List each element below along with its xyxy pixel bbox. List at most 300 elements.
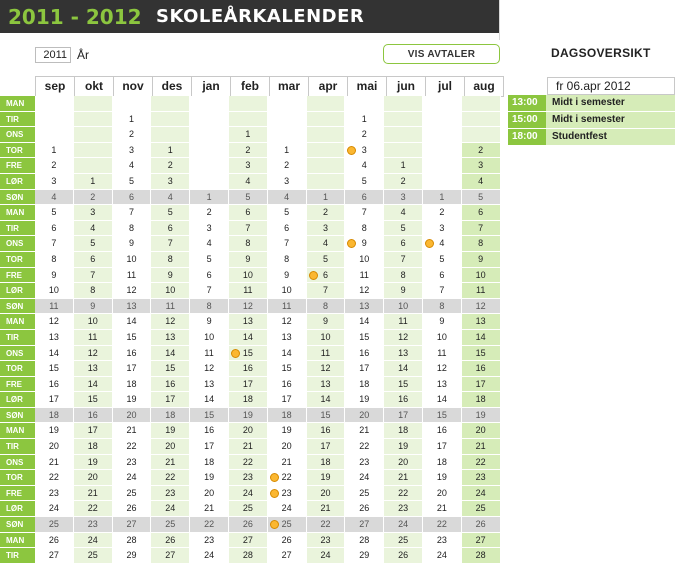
day-cell[interactable] xyxy=(74,236,113,252)
day-cell[interactable] xyxy=(229,346,268,362)
day-cell[interactable] xyxy=(113,283,152,299)
day-cell[interactable] xyxy=(74,127,113,143)
day-cell[interactable] xyxy=(190,174,229,190)
day-cell[interactable] xyxy=(307,486,346,502)
day-cell[interactable] xyxy=(423,377,462,393)
day-cell[interactable] xyxy=(268,548,307,564)
day-cell[interactable] xyxy=(113,127,152,143)
day-cell[interactable] xyxy=(345,517,384,533)
day-cell[interactable] xyxy=(423,143,462,159)
day-cell[interactable] xyxy=(268,408,307,424)
day-cell[interactable] xyxy=(74,361,113,377)
day-cell[interactable] xyxy=(423,392,462,408)
day-cell[interactable] xyxy=(268,361,307,377)
day-cell[interactable] xyxy=(229,299,268,315)
day-cell[interactable] xyxy=(113,252,152,268)
day-cell[interactable] xyxy=(113,501,152,517)
day-cell[interactable] xyxy=(384,174,423,190)
day-cell[interactable] xyxy=(74,268,113,284)
day-cell[interactable] xyxy=(307,236,346,252)
day-cell[interactable] xyxy=(307,190,346,206)
day-cell[interactable] xyxy=(190,533,229,549)
day-cell[interactable] xyxy=(345,408,384,424)
day-cell[interactable] xyxy=(423,439,462,455)
day-cell[interactable] xyxy=(35,268,74,284)
day-cell[interactable] xyxy=(268,423,307,439)
appointment-marker-icon[interactable] xyxy=(270,489,279,498)
day-cell[interactable] xyxy=(462,486,501,502)
day-cell[interactable] xyxy=(345,221,384,237)
day-cell[interactable] xyxy=(151,423,190,439)
day-cell[interactable] xyxy=(423,423,462,439)
day-cell[interactable] xyxy=(35,455,74,471)
day-cell[interactable] xyxy=(35,330,74,346)
day-cell[interactable] xyxy=(35,377,74,393)
day-cell[interactable] xyxy=(151,236,190,252)
day-cell[interactable] xyxy=(345,330,384,346)
day-cell[interactable] xyxy=(268,268,307,284)
day-cell[interactable] xyxy=(74,221,113,237)
day-cell[interactable] xyxy=(74,252,113,268)
day-cell[interactable] xyxy=(151,330,190,346)
day-cell[interactable] xyxy=(229,330,268,346)
day-cell[interactable] xyxy=(151,408,190,424)
day-cell[interactable] xyxy=(74,423,113,439)
day-cell[interactable] xyxy=(423,190,462,206)
day-cell[interactable] xyxy=(345,548,384,564)
day-cell[interactable] xyxy=(423,252,462,268)
day-cell[interactable] xyxy=(35,392,74,408)
day-cell[interactable] xyxy=(384,392,423,408)
day-cell[interactable] xyxy=(113,236,152,252)
day-cell[interactable] xyxy=(190,408,229,424)
day-cell[interactable] xyxy=(345,501,384,517)
day-cell[interactable] xyxy=(113,346,152,362)
day-cell[interactable] xyxy=(229,283,268,299)
day-cell[interactable] xyxy=(268,377,307,393)
day-cell[interactable] xyxy=(113,377,152,393)
day-cell[interactable] xyxy=(423,330,462,346)
day-cell[interactable] xyxy=(74,548,113,564)
day-cell[interactable] xyxy=(229,174,268,190)
day-cell[interactable] xyxy=(268,299,307,315)
day-cell[interactable] xyxy=(384,299,423,315)
day-cell[interactable] xyxy=(307,548,346,564)
day-cell[interactable] xyxy=(462,470,501,486)
day-cell[interactable] xyxy=(268,330,307,346)
day-cell[interactable] xyxy=(35,190,74,206)
day-cell[interactable] xyxy=(423,299,462,315)
day-cell[interactable] xyxy=(151,127,190,143)
day-cell[interactable] xyxy=(190,205,229,221)
day-cell[interactable] xyxy=(462,501,501,517)
day-cell[interactable] xyxy=(74,346,113,362)
day-cell[interactable] xyxy=(74,392,113,408)
day-cell[interactable] xyxy=(423,501,462,517)
day-cell[interactable] xyxy=(268,346,307,362)
day-cell[interactable] xyxy=(384,346,423,362)
day-cell[interactable] xyxy=(190,392,229,408)
day-cell[interactable] xyxy=(384,112,423,128)
day-cell[interactable] xyxy=(462,174,501,190)
day-cell[interactable] xyxy=(345,533,384,549)
day-cell[interactable] xyxy=(229,127,268,143)
day-cell[interactable] xyxy=(307,533,346,549)
day-cell[interactable] xyxy=(345,455,384,471)
day-cell[interactable] xyxy=(345,392,384,408)
day-cell[interactable] xyxy=(229,361,268,377)
day-cell[interactable] xyxy=(462,205,501,221)
day-cell[interactable] xyxy=(113,158,152,174)
day-cell[interactable] xyxy=(462,548,501,564)
day-cell[interactable] xyxy=(268,112,307,128)
day-cell[interactable] xyxy=(423,127,462,143)
day-cell[interactable] xyxy=(423,96,462,112)
day-cell[interactable] xyxy=(35,174,74,190)
day-cell[interactable] xyxy=(151,501,190,517)
day-cell[interactable] xyxy=(229,268,268,284)
day-cell[interactable] xyxy=(462,127,501,143)
day-cell[interactable] xyxy=(384,455,423,471)
day-cell[interactable] xyxy=(384,236,423,252)
day-cell[interactable] xyxy=(384,314,423,330)
day-cell[interactable] xyxy=(462,252,501,268)
day-cell[interactable] xyxy=(307,455,346,471)
day-cell[interactable] xyxy=(151,314,190,330)
day-cell[interactable] xyxy=(307,346,346,362)
day-cell[interactable] xyxy=(307,127,346,143)
day-cell[interactable] xyxy=(268,96,307,112)
day-cell[interactable] xyxy=(74,205,113,221)
day-cell[interactable] xyxy=(307,392,346,408)
day-cell[interactable] xyxy=(307,377,346,393)
day-cell[interactable] xyxy=(384,268,423,284)
day-cell[interactable] xyxy=(190,314,229,330)
day-cell[interactable] xyxy=(423,314,462,330)
day-cell[interactable] xyxy=(384,221,423,237)
day-cell[interactable] xyxy=(151,392,190,408)
day-cell[interactable] xyxy=(307,330,346,346)
day-cell[interactable] xyxy=(268,205,307,221)
day-cell[interactable] xyxy=(151,486,190,502)
day-cell[interactable] xyxy=(384,96,423,112)
day-cell[interactable] xyxy=(113,190,152,206)
day-cell[interactable] xyxy=(190,501,229,517)
day-cell[interactable] xyxy=(462,517,501,533)
day-cell[interactable] xyxy=(151,361,190,377)
day-cell[interactable] xyxy=(462,533,501,549)
day-cell[interactable] xyxy=(307,423,346,439)
day-cell[interactable] xyxy=(151,96,190,112)
day-cell[interactable] xyxy=(229,314,268,330)
day-cell[interactable] xyxy=(384,501,423,517)
day-cell[interactable] xyxy=(345,158,384,174)
day-cell[interactable] xyxy=(35,470,74,486)
day-cell[interactable] xyxy=(307,314,346,330)
day-cell[interactable] xyxy=(113,112,152,128)
day-cell[interactable] xyxy=(74,486,113,502)
day-cell[interactable] xyxy=(35,96,74,112)
day-cell[interactable] xyxy=(151,470,190,486)
day-cell[interactable] xyxy=(74,501,113,517)
day-cell[interactable] xyxy=(268,455,307,471)
day-cell[interactable] xyxy=(307,158,346,174)
day-cell[interactable] xyxy=(190,361,229,377)
day-cell[interactable] xyxy=(74,112,113,128)
day-cell[interactable] xyxy=(384,205,423,221)
day-cell[interactable] xyxy=(151,158,190,174)
day-cell[interactable] xyxy=(462,158,501,174)
day-cell[interactable] xyxy=(268,470,307,486)
day-cell[interactable] xyxy=(190,221,229,237)
day-cell[interactable] xyxy=(151,533,190,549)
day-cell[interactable] xyxy=(268,283,307,299)
day-cell[interactable] xyxy=(229,112,268,128)
day-cell[interactable] xyxy=(74,158,113,174)
day-cell[interactable] xyxy=(35,252,74,268)
day-cell[interactable] xyxy=(190,190,229,206)
day-cell[interactable] xyxy=(35,127,74,143)
day-cell[interactable] xyxy=(307,299,346,315)
day-cell[interactable] xyxy=(190,455,229,471)
day-cell[interactable] xyxy=(74,408,113,424)
day-cell[interactable] xyxy=(74,533,113,549)
day-cell[interactable] xyxy=(307,143,346,159)
day-cell[interactable] xyxy=(113,392,152,408)
day-cell[interactable] xyxy=(35,423,74,439)
day-cell[interactable] xyxy=(345,143,384,159)
day-cell[interactable] xyxy=(229,517,268,533)
day-cell[interactable] xyxy=(190,517,229,533)
day-cell[interactable] xyxy=(35,205,74,221)
day-cell[interactable] xyxy=(384,252,423,268)
day-cell[interactable] xyxy=(190,346,229,362)
day-cell[interactable] xyxy=(268,127,307,143)
day-cell[interactable] xyxy=(462,314,501,330)
day-cell[interactable] xyxy=(74,96,113,112)
day-cell[interactable] xyxy=(113,361,152,377)
day-cell[interactable] xyxy=(190,330,229,346)
day-cell[interactable] xyxy=(151,299,190,315)
day-cell[interactable] xyxy=(423,361,462,377)
day-cell[interactable] xyxy=(74,314,113,330)
day-cell[interactable] xyxy=(462,361,501,377)
day-cell[interactable] xyxy=(151,112,190,128)
day-cell[interactable] xyxy=(151,346,190,362)
day-cell[interactable] xyxy=(307,205,346,221)
day-cell[interactable] xyxy=(74,439,113,455)
day-cell[interactable] xyxy=(74,143,113,159)
day-cell[interactable] xyxy=(35,533,74,549)
day-cell[interactable] xyxy=(345,268,384,284)
appointment-marker-icon[interactable] xyxy=(270,520,279,529)
day-cell[interactable] xyxy=(151,221,190,237)
day-cell[interactable] xyxy=(423,174,462,190)
day-cell[interactable] xyxy=(229,533,268,549)
day-cell[interactable] xyxy=(190,158,229,174)
day-cell[interactable] xyxy=(307,96,346,112)
day-cell[interactable] xyxy=(384,283,423,299)
day-cell[interactable] xyxy=(113,174,152,190)
day-cell[interactable] xyxy=(113,533,152,549)
day-cell[interactable] xyxy=(462,221,501,237)
day-cell[interactable] xyxy=(113,314,152,330)
day-cell[interactable] xyxy=(190,486,229,502)
day-cell[interactable] xyxy=(423,268,462,284)
day-cell[interactable] xyxy=(229,377,268,393)
appointment-marker-icon[interactable] xyxy=(425,239,434,248)
day-cell[interactable] xyxy=(190,143,229,159)
day-cell[interactable] xyxy=(74,190,113,206)
event-row[interactable] xyxy=(508,129,675,146)
day-cell[interactable] xyxy=(229,158,268,174)
day-cell[interactable] xyxy=(268,190,307,206)
day-cell[interactable] xyxy=(113,143,152,159)
day-cell[interactable] xyxy=(151,548,190,564)
day-cell[interactable] xyxy=(384,423,423,439)
day-cell[interactable] xyxy=(229,252,268,268)
day-cell[interactable] xyxy=(345,252,384,268)
day-cell[interactable] xyxy=(384,439,423,455)
day-cell[interactable] xyxy=(151,190,190,206)
day-cell[interactable] xyxy=(384,533,423,549)
day-cell[interactable] xyxy=(423,486,462,502)
day-cell[interactable] xyxy=(462,377,501,393)
day-cell[interactable] xyxy=(345,174,384,190)
day-cell[interactable] xyxy=(229,392,268,408)
day-cell[interactable] xyxy=(268,158,307,174)
day-cell[interactable] xyxy=(190,470,229,486)
day-cell[interactable] xyxy=(190,283,229,299)
day-cell[interactable] xyxy=(423,517,462,533)
day-cell[interactable] xyxy=(229,408,268,424)
day-cell[interactable] xyxy=(345,377,384,393)
day-cell[interactable] xyxy=(384,517,423,533)
day-cell[interactable] xyxy=(190,423,229,439)
appointment-marker-icon[interactable] xyxy=(270,473,279,482)
day-cell[interactable] xyxy=(113,423,152,439)
day-cell[interactable] xyxy=(307,361,346,377)
appointment-marker-icon[interactable] xyxy=(309,271,318,280)
day-cell[interactable] xyxy=(307,470,346,486)
day-cell[interactable] xyxy=(423,470,462,486)
day-cell[interactable] xyxy=(229,501,268,517)
day-cell[interactable] xyxy=(229,143,268,159)
day-cell[interactable] xyxy=(384,486,423,502)
day-cell[interactable] xyxy=(229,548,268,564)
day-cell[interactable] xyxy=(384,330,423,346)
day-cell[interactable] xyxy=(345,346,384,362)
day-cell[interactable] xyxy=(345,112,384,128)
day-cell[interactable] xyxy=(229,455,268,471)
day-cell[interactable] xyxy=(462,112,501,128)
day-cell[interactable] xyxy=(151,143,190,159)
day-cell[interactable] xyxy=(113,455,152,471)
day-cell[interactable] xyxy=(190,96,229,112)
day-cell[interactable] xyxy=(345,127,384,143)
day-cell[interactable] xyxy=(74,377,113,393)
day-cell[interactable] xyxy=(113,470,152,486)
day-cell[interactable] xyxy=(35,408,74,424)
day-cell[interactable] xyxy=(423,205,462,221)
day-cell[interactable] xyxy=(74,299,113,315)
day-cell[interactable] xyxy=(113,548,152,564)
day-cell[interactable] xyxy=(268,439,307,455)
day-cell[interactable] xyxy=(345,205,384,221)
day-cell[interactable] xyxy=(229,96,268,112)
day-cell[interactable] xyxy=(190,112,229,128)
day-cell[interactable] xyxy=(462,236,501,252)
day-cell[interactable] xyxy=(151,252,190,268)
day-cell[interactable] xyxy=(151,268,190,284)
day-cell[interactable] xyxy=(423,283,462,299)
day-cell[interactable] xyxy=(190,377,229,393)
day-cell[interactable] xyxy=(423,236,462,252)
appointment-marker-icon[interactable] xyxy=(347,146,356,155)
day-cell[interactable] xyxy=(462,96,501,112)
day-cell[interactable] xyxy=(229,439,268,455)
day-cell[interactable] xyxy=(113,330,152,346)
day-cell[interactable] xyxy=(345,439,384,455)
day-cell[interactable] xyxy=(268,314,307,330)
day-cell[interactable] xyxy=(35,486,74,502)
day-cell[interactable] xyxy=(268,221,307,237)
day-cell[interactable] xyxy=(190,252,229,268)
day-cell[interactable] xyxy=(35,517,74,533)
day-cell[interactable] xyxy=(307,283,346,299)
day-cell[interactable] xyxy=(384,158,423,174)
day-cell[interactable] xyxy=(462,190,501,206)
day-cell[interactable] xyxy=(384,190,423,206)
day-cell[interactable] xyxy=(113,439,152,455)
day-cell[interactable] xyxy=(35,283,74,299)
day-cell[interactable] xyxy=(268,174,307,190)
day-cell[interactable] xyxy=(113,517,152,533)
day-cell[interactable] xyxy=(74,455,113,471)
day-cell[interactable] xyxy=(423,112,462,128)
day-cell[interactable] xyxy=(345,299,384,315)
day-cell[interactable] xyxy=(345,236,384,252)
day-cell[interactable] xyxy=(462,392,501,408)
day-cell[interactable] xyxy=(151,205,190,221)
day-cell[interactable] xyxy=(423,158,462,174)
day-cell[interactable] xyxy=(307,174,346,190)
year-input[interactable]: 2011 xyxy=(35,47,71,63)
day-cell[interactable] xyxy=(423,346,462,362)
day-cell[interactable] xyxy=(345,470,384,486)
day-cell[interactable] xyxy=(384,548,423,564)
day-cell[interactable] xyxy=(423,221,462,237)
day-cell[interactable] xyxy=(462,330,501,346)
day-cell[interactable] xyxy=(462,299,501,315)
day-cell[interactable] xyxy=(190,439,229,455)
day-cell[interactable] xyxy=(229,470,268,486)
day-cell[interactable] xyxy=(35,158,74,174)
day-cell[interactable] xyxy=(113,408,152,424)
day-cell[interactable] xyxy=(462,423,501,439)
day-cell[interactable] xyxy=(190,299,229,315)
day-cell[interactable] xyxy=(423,548,462,564)
day-cell[interactable] xyxy=(229,221,268,237)
day-cell[interactable] xyxy=(35,548,74,564)
day-cell[interactable] xyxy=(35,112,74,128)
appointment-marker-icon[interactable] xyxy=(231,349,240,358)
day-cell[interactable] xyxy=(229,205,268,221)
day-cell[interactable] xyxy=(423,533,462,549)
day-cell[interactable] xyxy=(113,221,152,237)
day-cell[interactable] xyxy=(462,455,501,471)
day-cell[interactable] xyxy=(307,408,346,424)
